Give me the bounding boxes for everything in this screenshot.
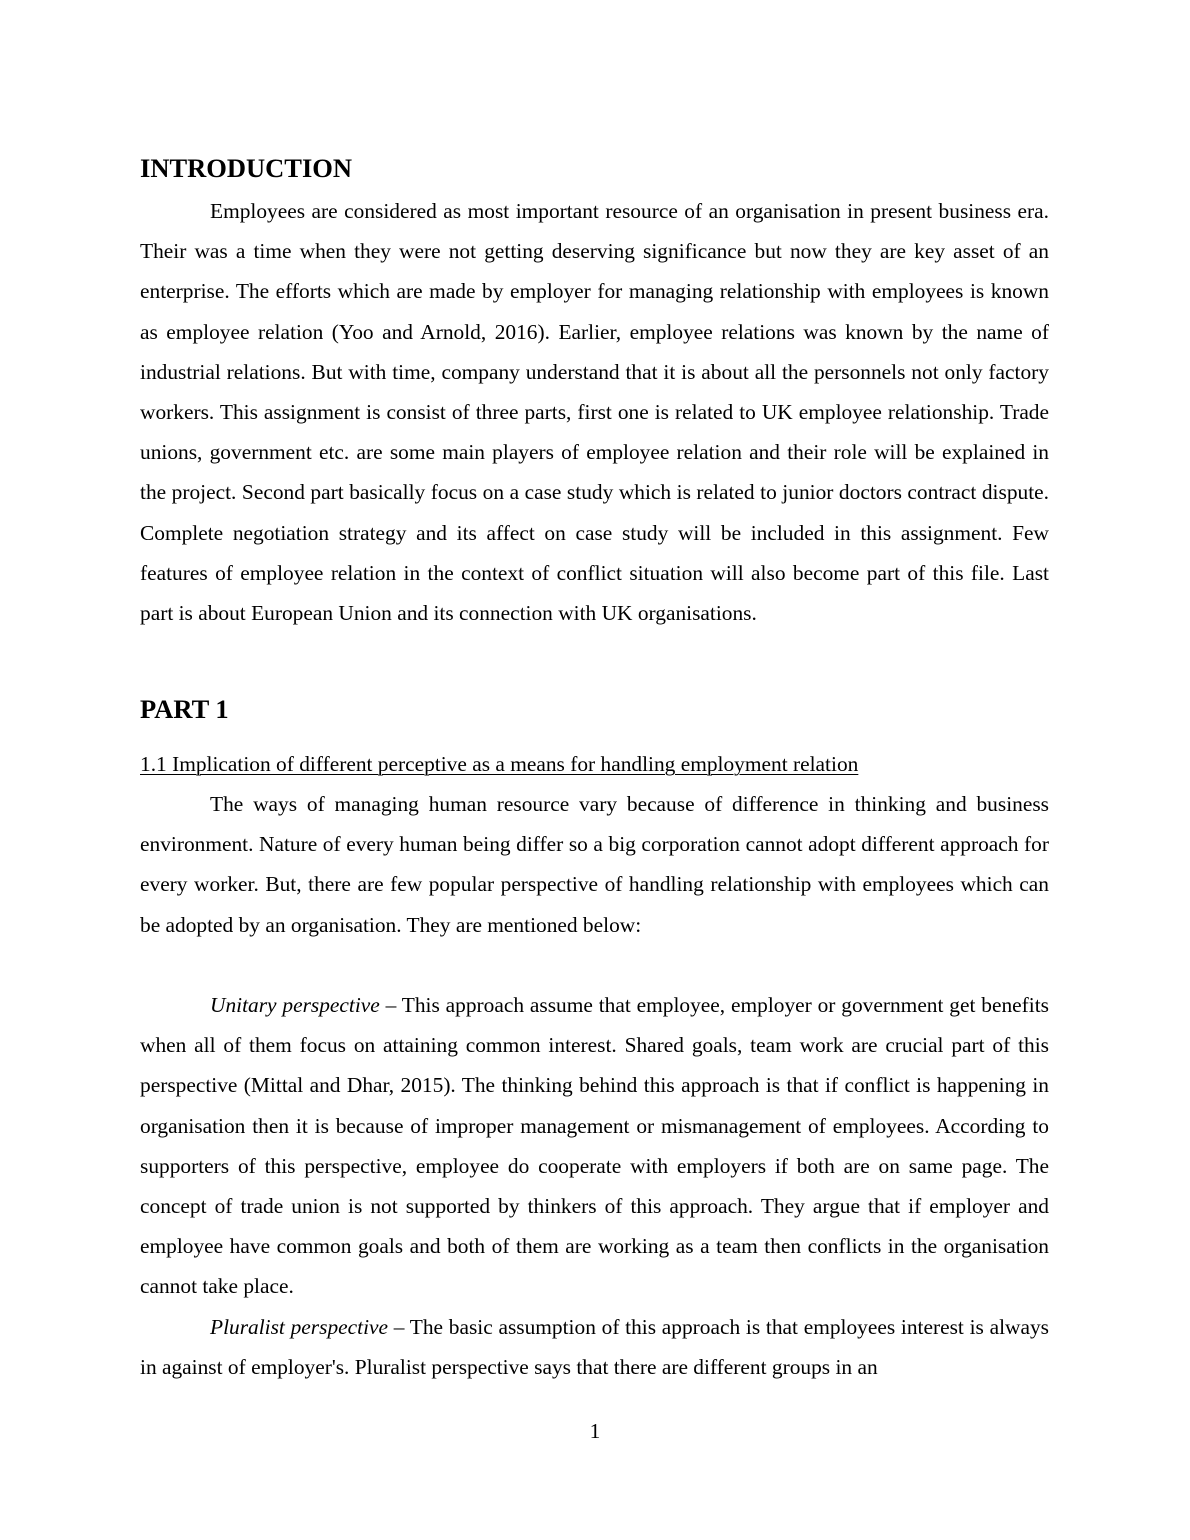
pluralist-perspective-text: – The basic assumption of this approach is that employees interest is always in against of employer's. Pluralist perspective says that there are different groups in an xyxy=(140,1315,1050,1380)
unitary-perspective-term: Unitary perspective xyxy=(210,993,380,1017)
unitary-perspective-paragraph xyxy=(140,985,1049,1307)
section-1-1-title: 1.1 Implication of different perceptive as a means for handling employment relation xyxy=(140,752,859,776)
pluralist-perspective-paragraph xyxy=(140,1307,1049,1387)
part-1-heading: PART 1 xyxy=(140,694,229,724)
section-1-1-paragraph xyxy=(140,784,1049,945)
section-1-1-text: The ways of managing human resource vary because of difference in thinking and business environment. Nature of every human being differ so a big corporation cannot adopt different approach for every worker. But, there are few popular perspective of handling relationship with employees which can be adopted by an organisation. They are mentioned below: xyxy=(140,792,1049,937)
introduction-text: Employees are considered as most important resource of an organisation in present business era. Their was a time when they were not getting deserving significance but now they are key asset of an enterprise. The efforts which are made by employer for managing relationship with employees is known as employee relation (Yoo and Arnold, 2016). Earlier, employee relations was known by the name of industrial relations. But with time, company understand that it is about all the personnels not only factory workers. This assignment is consist of three parts, first one is related to UK employee relationship. Trade unions, government etc. are some main players of employee relation and their role will be explained in the project. Second part basically focus on a case study which is related to junior doctors contract dispute. Complete negotiation strategy and its affect on case study will be included in this assignment. Few features of employee relation in the context of conflict situation will also become part of this file. Last part is about European Union and its connection with UK organisations. xyxy=(140,199,1049,626)
introduction-heading: INTRODUCTION xyxy=(140,153,353,183)
unitary-perspective-text: – This approach assume that employee, employer or government get benefits when all of them focus on attaining common interest. Shared goals, team work are crucial part of this perspective (Mittal and Dhar, 2015). The thinking behind this approach is that if conflict is happening in organisation then it is because of improper management or mismanagement of employees. According to supporters of this perspective, employee do cooperate with employers if both are on same page. The concept of trade union is not supported by thinkers of this approach. They argue that if employer and employee have common goals and both of them are working as a team then conflicts in the organisation cannot take place. xyxy=(140,993,1049,1299)
page-number: 1 xyxy=(589,1419,601,1443)
pluralist-perspective-term: Pluralist perspective xyxy=(210,1315,389,1339)
introduction-paragraph xyxy=(140,191,1049,633)
